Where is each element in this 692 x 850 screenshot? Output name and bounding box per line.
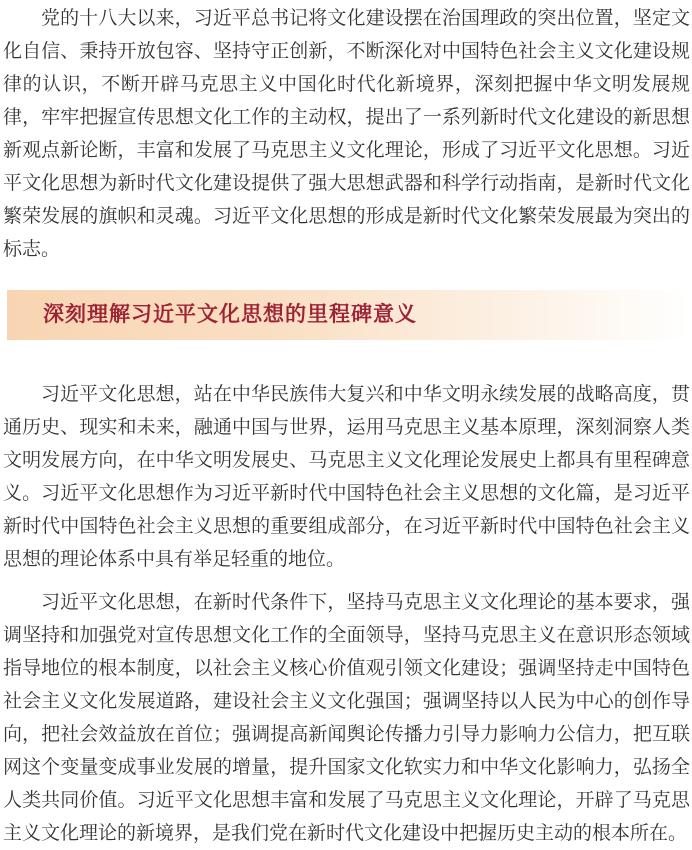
paragraph-milestone-significance: 习近平文化思想，站在中华民族伟大复兴和中华文明永续发展的战略高度，贯通历史、现实和未来，融通中国与世界，运用马克思主义基本原理，深刻洞察人类文明发展方向，在中华文明发展史、马克思主义文化理论发展史上都具有里程碑意义。习近平文化思想作为习近平新时代中国特色社会主义思想的文化篇，是习近平新时代中国特色社会主义思想的重要组成部分，在习近平新时代中国特色社会主义思想的理论体系中具有举足轻重的地位。: [3, 384, 690, 570]
paragraph-theoretical-requirements: 习近平文化思想，在新时代条件下，坚持马克思主义文化理论的基本要求，强调坚持和加强党对宣传思想文化工作的全面领导，坚持马克思主义在意识形态领域指导地位的根本制度，以社会主义核心价值观引领文化建设；强调坚持走中国特色社会主义文化发展道路，建设社会主义文化强国；强调坚持以人民为中心的创作导向，把社会效益放在首位；强调提高新闻舆论传播力引导力影响力公信力，把互联网这个变量变成事业发展的增量，提升国家文化软实力和中华文化影响力，弘扬全人类共同价值。习近平文化思想丰富和发展了马克思主义文化理论，开辟了马克思主义文化理论的新境界，是我们党在新时代文化建设中把握历史主动的根本所在。: [3, 592, 690, 844]
paragraph-intro: 党的十八大以来，习近平总书记将文化建设摆在治国理政的突出位置，坚定文化自信、秉持开放包容、坚持守正创新，不断深化对中国特色社会主义文化建设规律的认识，不断开辟马克思主义中国化时代化新境界，深刻把握中华文明发展规律，牢牢把握宣传思想文化工作的主动权，提出了一系列新时代文化建设的新思想新观点新论断，丰富和发展了马克思主义文化理论，形成了习近平文化思想。习近平文化思想为新时代文化建设提供了强大思想武器和科学行动指南，是新时代文化繁荣发展的旗帜和灵魂。习近平文化思想的形成是新时代文化繁荣发展最为突出的标志。: [3, 8, 690, 260]
section-header-banner: [7, 290, 690, 340]
section-header-title: 深刻理解习近平文化思想的里程碑意义: [43, 303, 417, 326]
